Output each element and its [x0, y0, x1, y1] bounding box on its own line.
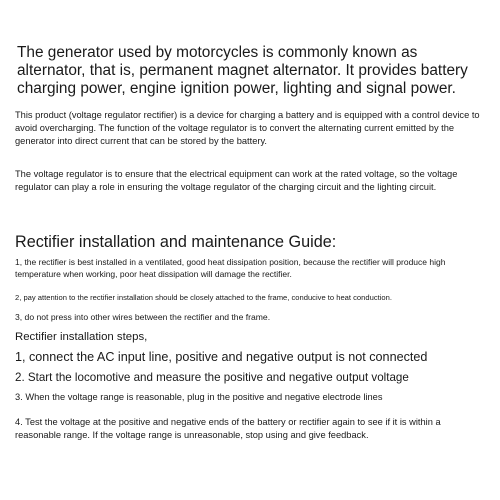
- intro-paragraph-regulator: The voltage regulator is to ensure that the electrical equipment can work at the rated voltage, so the voltage regulator can play a role in ensuring the voltage regulator of the charging circuit and the lighting circuit.: [15, 169, 458, 193]
- intro-paragraph-product: This product (voltage regulator rectifier) is a device for charging a battery and is equipped with a control device to avoid overcharging. The function of the voltage regulator is to convert the alternating current emitted by the generator into direct current that can be stored by the battery.: [15, 110, 480, 147]
- step-3: 3. When the voltage range is reasonable, plug in the positive and negative electrode lines: [15, 392, 383, 402]
- step-2: 2. Start the locomotive and measure the positive and negative output voltage: [15, 371, 409, 384]
- step-4: 4. Test the voltage at the positive and negative ends of the battery or rectifier again to see if it is within a reasonable range. If the voltage range is unreasonable, stop using and give feedback.: [15, 417, 441, 441]
- intro-paragraph-large: The generator used by motorcycles is commonly known as alternator, that is, permanent magnet alternator. It provides battery charging power, engine ignition power, lighting and signal power.: [17, 44, 468, 97]
- guide-note-2: 2, pay attention to the rectifier installation should be closely attached to the frame, conducive to heat conduction.: [15, 293, 392, 302]
- guide-note-1: 1, the rectifier is best installed in a ventilated, good heat dissipation position, because the rectifier will produce high temperature when working, poor heat dissipation will damage the rectifier.: [15, 257, 446, 280]
- guide-note-3: 3, do not press into other wires between the rectifier and the frame.: [15, 312, 271, 322]
- step-1: 1, connect the AC input line, positive and negative output is not connected: [15, 350, 428, 364]
- guide-heading: Rectifier installation and maintenance Guide:: [15, 233, 337, 251]
- steps-label: Rectifier installation steps,: [15, 331, 148, 343]
